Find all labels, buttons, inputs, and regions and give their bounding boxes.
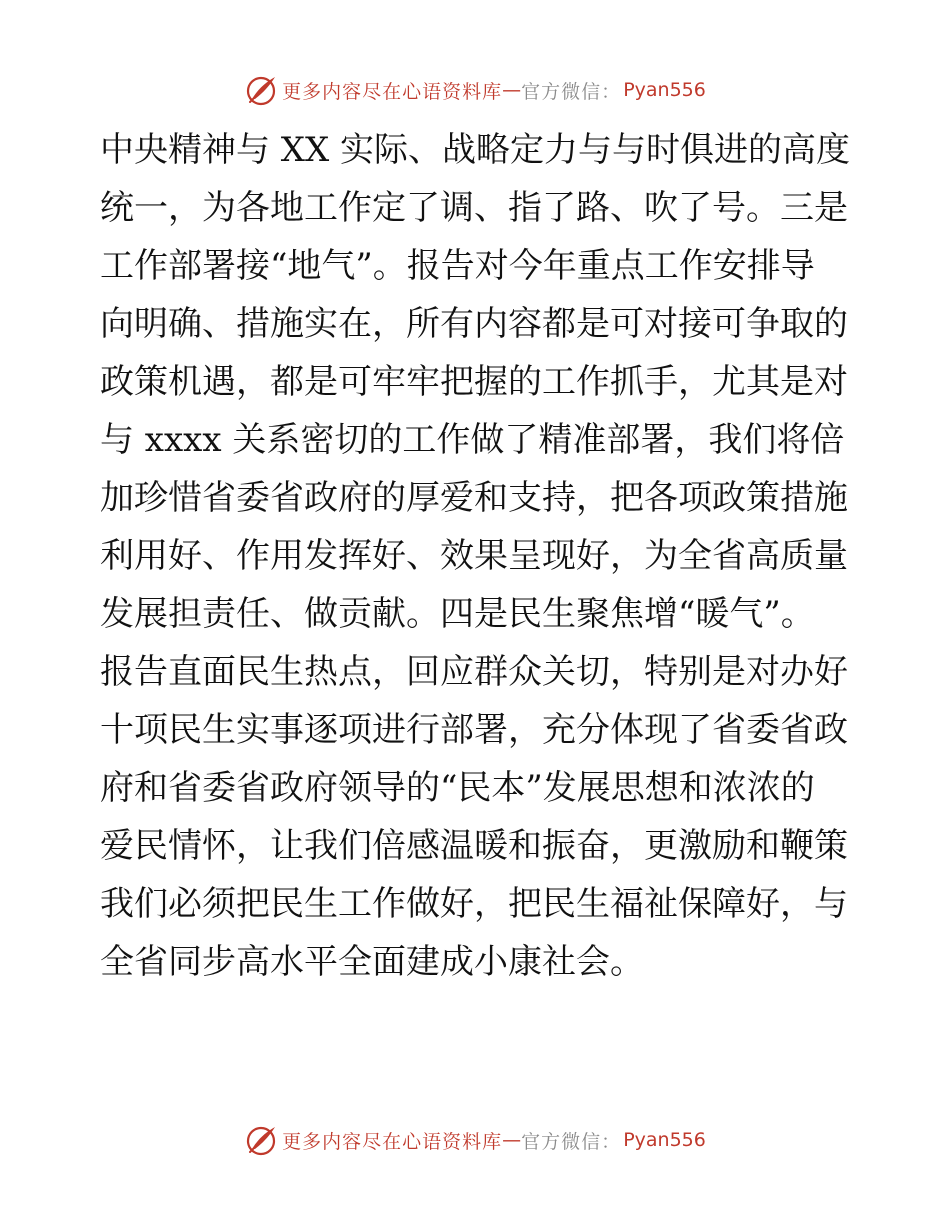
- body-line: 加珍惜省委省政府的厚爱和支持，把各项政策措施: [100, 478, 848, 518]
- watermark-dash: —: [502, 79, 522, 101]
- body-line: 中央精神与 XX 实际、战略定力与与时俱进的高度: [100, 130, 851, 170]
- body-line: 我们必须把民生工作做好，把民生福祉保障好，与: [100, 884, 848, 924]
- watermark-account: Pyan556: [623, 79, 706, 101]
- watermark-dash: —: [502, 1129, 522, 1151]
- body-line: 向明确、措施实在，所有内容都是可对接可争取的: [100, 304, 848, 344]
- body-line: 发展担责任、做贡献。四是民生聚焦增“暖气”。: [100, 594, 815, 634]
- watermark-wechat-label: 官方微信：: [521, 80, 622, 103]
- document-body: [100, 121, 852, 991]
- body-line: 爱民情怀，让我们倍感温暖和振奋，更激励和鞭策: [100, 826, 848, 866]
- feather-pen-logo-icon: [244, 1123, 278, 1157]
- footer-watermark: [0, 1122, 950, 1158]
- body-line: 十项民生实事逐项进行部署，充分体现了省委省政: [100, 710, 848, 750]
- feather-pen-logo-icon: [244, 73, 278, 107]
- body-line: 政策机遇，都是可牢牢把握的工作抓手，尤其是对: [100, 362, 848, 402]
- watermark-account: Pyan556: [623, 1129, 706, 1151]
- body-line: 报告直面民生热点，回应群众关切，特别是对办好: [100, 652, 848, 692]
- body-line: 利用好、作用发挥好、效果呈现好，为全省高质量: [100, 536, 848, 576]
- body-line: 与 xxxx 关系密切的工作做了精准部署，我们将倍: [100, 420, 845, 460]
- watermark-main-text: 更多内容尽在心语资料库: [282, 80, 503, 103]
- watermark-wechat-label: 官方微信：: [521, 1130, 622, 1153]
- body-line: 府和省委省政府领导的“民本”发展思想和浓浓的: [100, 768, 815, 808]
- body-line: 工作部署接“地气”。报告对今年重点工作安排导: [100, 246, 815, 286]
- body-line: 全省同步高水平全面建成小康社会。: [100, 942, 644, 982]
- watermark-main-text: 更多内容尽在心语资料库: [282, 1130, 503, 1153]
- body-line: 统一，为各地工作定了调、指了路、吹了号。三是: [100, 188, 848, 228]
- header-watermark: [0, 72, 950, 108]
